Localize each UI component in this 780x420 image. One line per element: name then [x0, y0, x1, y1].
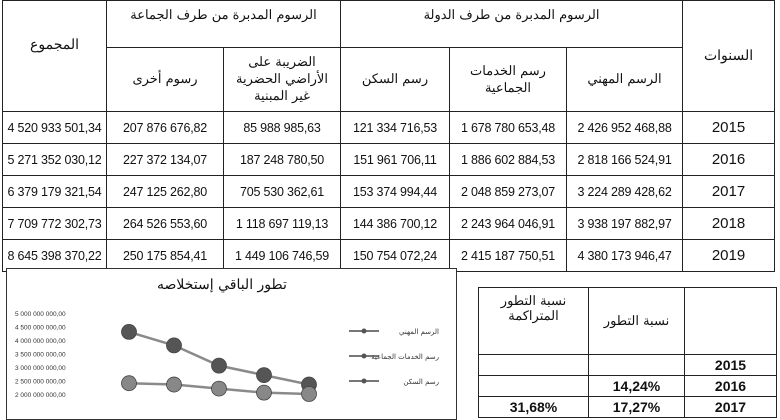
- land-tax-cell: 705 530 362,61: [224, 176, 341, 208]
- total-cell: 8 645 398 370,22: [3, 240, 107, 272]
- table-row: [3, 208, 775, 240]
- housing-cell: 151 961 706,11: [341, 144, 450, 176]
- y-tick-label: 4 500 000 000,00: [15, 324, 66, 332]
- y-tick-label: 2 000 000 000,00: [15, 392, 66, 399]
- data-point: [122, 376, 137, 391]
- other-fees-cell: 264 526 553,60: [107, 208, 224, 240]
- professional-cell: 3 224 289 428,62: [567, 176, 683, 208]
- cumulative-cell: 31,68%: [479, 397, 589, 418]
- land-tax-cell: 1 449 106 746,59: [224, 240, 341, 272]
- cumulative-cell: [479, 376, 589, 397]
- housing-cell: 144 386 700,12: [341, 208, 450, 240]
- growth-year-cell: 2016: [685, 376, 777, 397]
- year-cell: 2015: [683, 112, 775, 144]
- legend-marker: [362, 379, 367, 384]
- legend-marker: [362, 354, 367, 359]
- housing-cell: 153 374 994,44: [341, 176, 450, 208]
- professional-header: الرسم المهني: [567, 48, 683, 112]
- revenue-table: [2, 0, 775, 272]
- communal-services-header: رسم الخدمات الجماعية: [450, 48, 567, 112]
- communal-services-cell: 1 678 780 653,48: [450, 112, 567, 144]
- communal-services-cell: 2 415 187 750,51: [450, 240, 567, 272]
- legend-marker: [362, 329, 367, 334]
- year-cell: 2017: [683, 176, 775, 208]
- data-point: [257, 368, 272, 383]
- land-tax-cell: 187 248 780,50: [224, 144, 341, 176]
- professional-cell: 2 818 166 524,91: [567, 144, 683, 176]
- table-row: [3, 112, 775, 144]
- professional-cell: 2 426 952 468,88: [567, 112, 683, 144]
- growth-row: [479, 397, 777, 418]
- communal-services-cell: 2 048 859 273,07: [450, 176, 567, 208]
- y-tick-label: 3 500 000 000,00: [15, 351, 66, 359]
- communal-services-cell: 2 243 964 046,91: [450, 208, 567, 240]
- data-point: [212, 381, 227, 396]
- rate-cell: 14,24%: [589, 376, 685, 397]
- total-cell: 7 709 772 302,73: [3, 208, 107, 240]
- y-tick-label: 3 000 000 000,00: [15, 365, 66, 372]
- total-cell: 6 379 179 321,54: [3, 176, 107, 208]
- land-tax-cell: 1 118 697 119,13: [224, 208, 341, 240]
- rate-cell: [589, 355, 685, 376]
- legend-label: رسم السكن: [403, 378, 439, 386]
- growth-year-cell: 2017: [685, 397, 777, 418]
- growth-year-header: [685, 288, 777, 355]
- housing-cell: 121 334 716,53: [341, 112, 450, 144]
- cumulative-growth-header: نسبة التطور المتراكمة: [479, 288, 589, 355]
- legend-label: الرسم المهني: [399, 328, 439, 336]
- growth-rate-header: نسبة التطور: [589, 288, 685, 355]
- y-tick-label: 4 000 000 000,00: [15, 338, 66, 345]
- total-cell: 4 520 933 501,34: [3, 112, 107, 144]
- land-tax-cell: 85 988 985,63: [224, 112, 341, 144]
- legend-label: رسم الخدمات الجماعية: [371, 353, 439, 361]
- growth-row: [479, 355, 777, 376]
- years-header: السنوات: [683, 1, 775, 112]
- year-cell: 2018: [683, 208, 775, 240]
- data-point: [167, 377, 182, 392]
- data-point: [212, 358, 227, 373]
- data-point: [122, 324, 137, 339]
- rate-cell: 17,27%: [589, 397, 685, 418]
- state-group-header: الرسوم المدبرة من طرف الدولة: [341, 1, 683, 48]
- y-tick-label: 5 000 000 000,00: [15, 311, 66, 318]
- data-point: [257, 385, 272, 400]
- other-fees-cell: 247 125 262,80: [107, 176, 224, 208]
- table-row: [3, 176, 775, 208]
- housing-header: رسم السكن: [341, 48, 450, 112]
- other-fees-cell: 207 876 676,82: [107, 112, 224, 144]
- growth-row: [479, 376, 777, 397]
- other-fees-header: رسوم أخرى: [107, 48, 224, 112]
- other-fees-cell: 227 372 134,07: [107, 144, 224, 176]
- remaining-collection-chart: [6, 268, 457, 420]
- professional-cell: 4 380 173 946,47: [567, 240, 683, 272]
- land-tax-header: الضريبة على الأراضي الحضرية غير المبنية: [224, 48, 341, 112]
- cumulative-cell: [479, 355, 589, 376]
- growth-year-cell: 2015: [685, 355, 777, 376]
- table-row: [3, 240, 775, 272]
- total-cell: 5 271 352 030,12: [3, 144, 107, 176]
- commune-group-header: الرسوم المدبرة من طرف الجماعة: [107, 1, 341, 48]
- other-fees-cell: 250 175 854,41: [107, 240, 224, 272]
- table-row: [3, 144, 775, 176]
- y-tick-label: 2 500 000 000,00: [15, 378, 66, 386]
- communal-services-cell: 1 886 602 884,53: [450, 144, 567, 176]
- housing-cell: 150 754 072,24: [341, 240, 450, 272]
- year-cell: 2019: [683, 240, 775, 272]
- year-cell: 2016: [683, 144, 775, 176]
- chart-title: تطور الباقي إستخلاصه: [157, 277, 287, 293]
- growth-table: [478, 287, 777, 418]
- professional-cell: 3 938 197 882,97: [567, 208, 683, 240]
- data-point: [167, 338, 182, 353]
- total-header: المجموع: [3, 1, 107, 112]
- data-point: [302, 387, 317, 402]
